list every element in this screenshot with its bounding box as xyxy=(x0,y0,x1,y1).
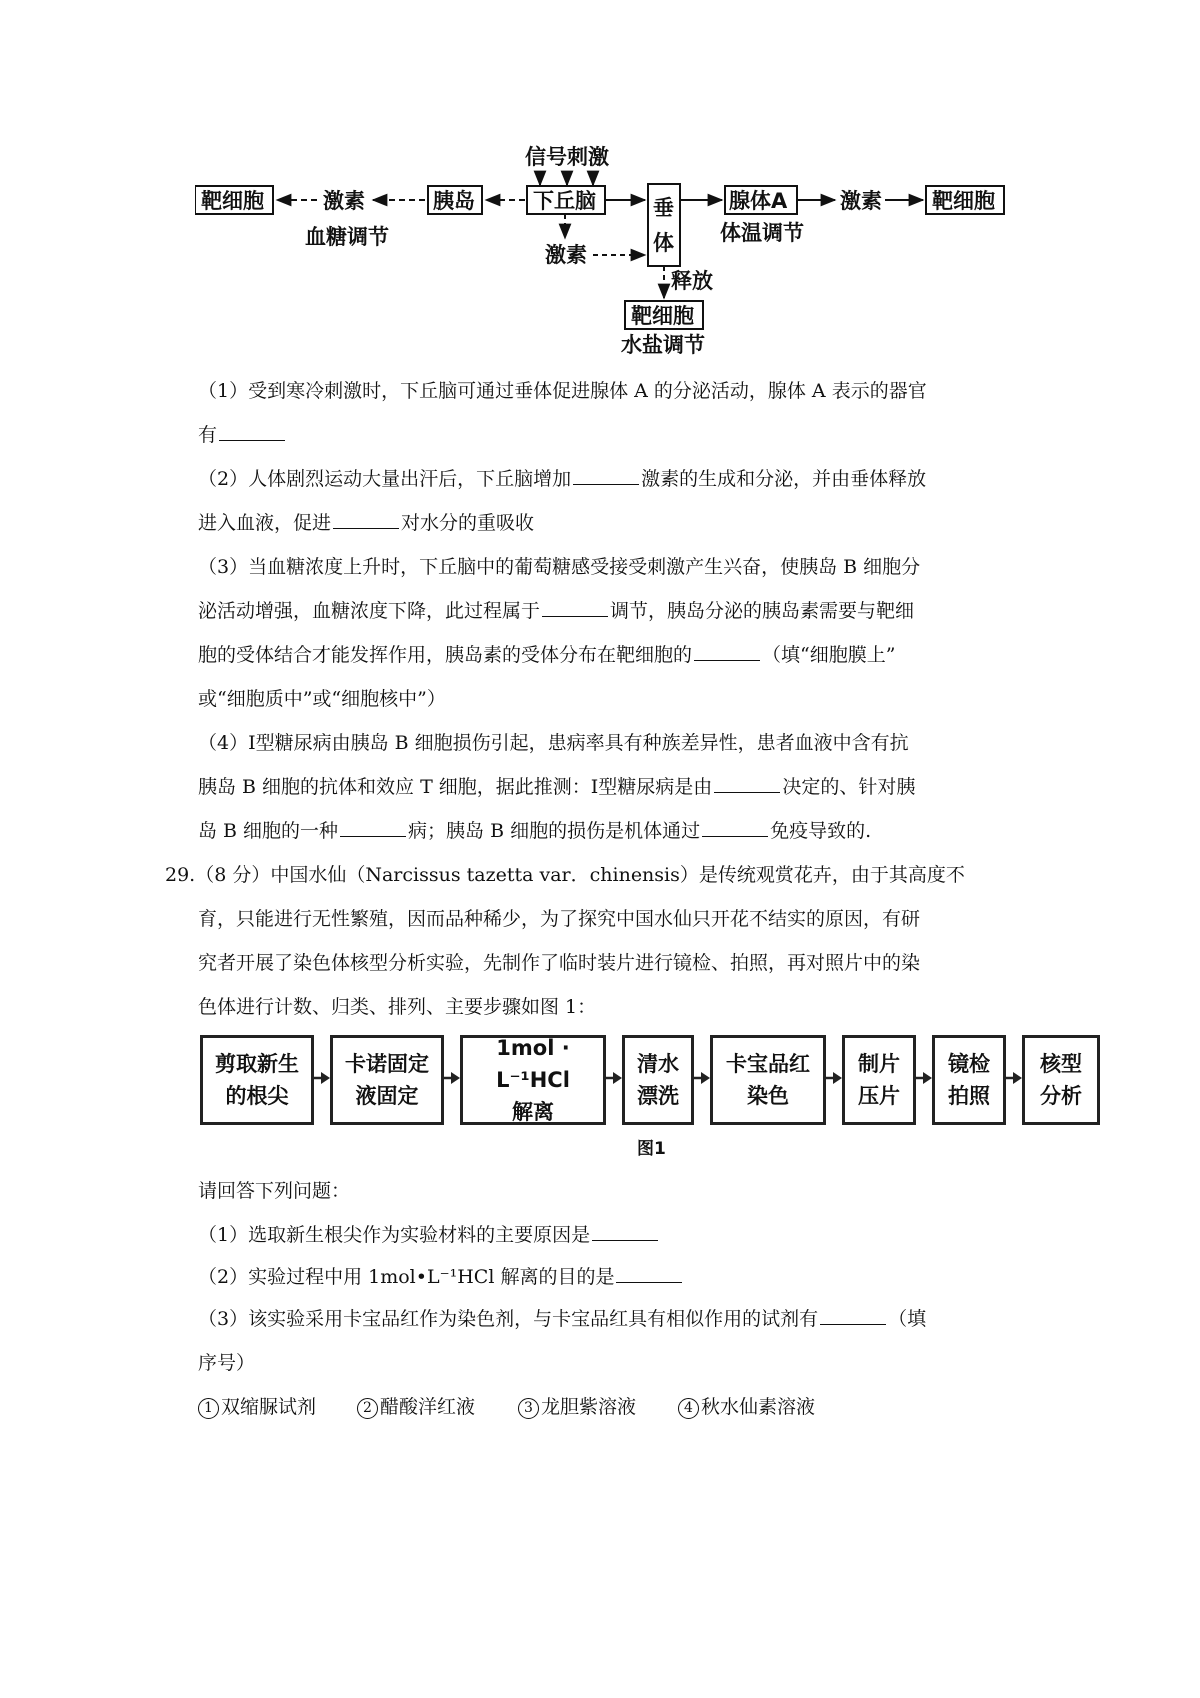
answer-blank xyxy=(333,510,399,529)
flow-step-box xyxy=(330,1035,444,1125)
circled-number: 2 xyxy=(357,1398,378,1419)
answer-blank xyxy=(820,1306,886,1325)
answer-blank xyxy=(714,774,780,793)
flow-step-line1: 1mol · L⁻¹HCl xyxy=(496,1036,570,1092)
pituitary-label-2: 体 xyxy=(653,231,674,255)
circled-number: 4 xyxy=(678,1398,699,1419)
q29-sub2: （2）实验过程中用 1mol•L⁻¹HCl 解离的目的是 xyxy=(198,1264,684,1290)
q28-sub4-line1: （4）Ⅰ型糖尿病由胰岛 B 细胞损伤引起，患病率具有种族差异性，患者血液中含有抗 xyxy=(198,732,909,754)
pituitary-label-1: 垂 xyxy=(653,196,674,220)
flow-arrow-icon xyxy=(606,1071,622,1085)
islet-label: 胰岛 xyxy=(433,189,475,213)
flow-step-line1: 镜检 xyxy=(948,1052,990,1076)
flow-arrow-icon xyxy=(444,1071,460,1085)
hypothalamus-label: 下丘脑 xyxy=(533,189,596,213)
flow-step-line2: 染色 xyxy=(747,1084,789,1108)
answer-blank xyxy=(573,466,639,485)
flow-step-box xyxy=(710,1035,826,1125)
answer-blank xyxy=(219,422,285,441)
q29-sub3-line1: （3）该实验采用卡宝品红作为染色剂，与卡宝品红具有相似作用的试剂有 （填 xyxy=(198,1308,927,1330)
flow-step-line1: 制片 xyxy=(858,1052,900,1076)
q28-sub1-line1: （1）受到寒冷刺激时，下丘脑可通过垂体促进腺体 A 的分泌活动，腺体 A 表示的器官 xyxy=(198,380,927,402)
target-cell-left-label: 靶细胞 xyxy=(201,189,264,213)
figure-caption: 图1 xyxy=(637,1139,666,1159)
q28-sub4-line3: 岛 B 细胞的一种 病；胰岛 B 细胞的损伤是机体通过 免疫导致的. xyxy=(198,820,872,842)
flow-step-box xyxy=(932,1035,1006,1125)
target-cell-bottom-label: 靶细胞 xyxy=(631,304,694,328)
option-2: 2 醋酸洋红液 xyxy=(357,1392,475,1419)
q28-sub3-line4: 或“细胞质中”或“细胞核中”） xyxy=(198,688,446,710)
circled-number: 1 xyxy=(198,1398,219,1419)
q28-sub3-line3: 胞的受体结合才能发挥作用，胰岛素的受体分布在靶细胞的 （填“细胞膜上” xyxy=(198,644,896,666)
gland-a-label: 腺体A xyxy=(729,189,788,213)
flow-step-box xyxy=(200,1035,314,1125)
flow-step-line2: 分析 xyxy=(1040,1084,1082,1108)
flow-arrow-icon xyxy=(314,1071,330,1085)
q29-intro-line2: 育，只能进行无性繁殖，因而品种稀少，为了探究中国水仙只开花不结实的原因，有研 xyxy=(198,908,921,930)
option-4: 4 秋水仙素溶液 xyxy=(678,1392,815,1419)
water-salt-regulation-label: 水盐调节 xyxy=(621,333,705,357)
option-1: 1 双缩脲试剂 xyxy=(198,1392,316,1419)
answer-blank xyxy=(542,598,608,617)
q28-sub2-line1: （2）人体剧烈运动大量出汗后，下丘脑增加 激素的生成和分泌，并由垂体释放 xyxy=(198,468,927,490)
experiment-flow-chart xyxy=(192,1027,1102,1135)
flow-step-line1: 核型 xyxy=(1040,1052,1082,1076)
q29-sub1: （1）选取新生根尖作为实验材料的主要原因是 xyxy=(198,1222,660,1248)
flow-step-line2: 的根尖 xyxy=(225,1084,289,1108)
flow-arrow-icon xyxy=(694,1071,710,1085)
flow-arrow-icon xyxy=(916,1071,932,1085)
q28-sub2-line2: 进入血液，促进 对水分的重吸收 xyxy=(198,512,535,534)
flow-step-line2: 漂洗 xyxy=(637,1084,679,1108)
circled-number: 3 xyxy=(518,1398,539,1419)
hormone-right-label: 激素 xyxy=(840,189,882,213)
answer-blank xyxy=(702,818,768,837)
flow-step-line1: 卡诺固定 xyxy=(345,1052,429,1076)
flow-step-box xyxy=(460,1035,606,1125)
hormone-bottom-label: 激素 xyxy=(545,243,587,267)
answer-blank xyxy=(694,642,760,661)
flow-step-line2: 压片 xyxy=(858,1084,900,1108)
q29-sub3-line2: 序号） xyxy=(198,1352,256,1374)
blood-sugar-regulation-label: 血糖调节 xyxy=(305,225,389,249)
flow-step-line2: 液固定 xyxy=(355,1084,419,1108)
option-3: 3 龙胆紫溶液 xyxy=(518,1392,636,1419)
flow-step-line2: 解离 xyxy=(512,1100,554,1124)
q28-sub4-line2: 胰岛 B 细胞的抗体和效应 T 细胞，据此推测：Ⅰ型糖尿病是由 决定的、针对胰 xyxy=(198,776,916,798)
hormone-left-label: 激素 xyxy=(323,189,365,213)
q28-sub1-text: 有 xyxy=(198,424,218,446)
flow-step-line2: 拍照 xyxy=(948,1084,990,1108)
q29-intro-line4: 色体进行计数、归类、排列、主要步骤如图 1： xyxy=(198,996,597,1018)
q28-sub1-line2 xyxy=(198,422,287,448)
q28-sub3-line2: 泌活动增强，血糖浓度下降，此过程属于 调节，胰岛分泌的胰岛素需要与靶细 xyxy=(198,600,915,622)
answer-blank xyxy=(340,818,406,837)
q29-intro-line1: 29.（8 分）中国水仙（Narcissus tazetta var．chinensis）是传统观赏花卉，由于其高度不 xyxy=(165,864,965,886)
flow-step-line1: 卡宝品红 xyxy=(726,1052,810,1076)
flow-arrow-icon xyxy=(1006,1071,1022,1085)
q29-intro-line3: 究者开展了染色体核型分析实验，先制作了临时装片进行镜检、拍照，再对照片中的染 xyxy=(198,952,921,974)
signal-stimulus-label: 信号刺激 xyxy=(525,145,609,169)
flow-step-box xyxy=(842,1035,916,1125)
answer-blank xyxy=(592,1222,658,1241)
target-cell-right-label: 靶细胞 xyxy=(932,189,995,213)
flow-step-box xyxy=(1022,1035,1100,1125)
regulation-diagram xyxy=(195,140,1095,390)
q29-prompt: 请回答下列问题： xyxy=(198,1180,351,1202)
release-label: 释放 xyxy=(671,269,713,293)
answer-blank xyxy=(616,1264,682,1283)
flow-step-line1: 剪取新生 xyxy=(215,1052,299,1076)
flow-arrow-icon xyxy=(826,1071,842,1085)
body-temperature-regulation-label: 体温调节 xyxy=(720,221,804,245)
flow-step-box xyxy=(622,1035,694,1125)
q28-sub3-line1: （3）当血糖浓度上升时，下丘脑中的葡萄糖感受接受刺激产生兴奋，使胰岛 B 细胞分 xyxy=(198,556,921,578)
flow-step-line1: 清水 xyxy=(637,1052,679,1076)
